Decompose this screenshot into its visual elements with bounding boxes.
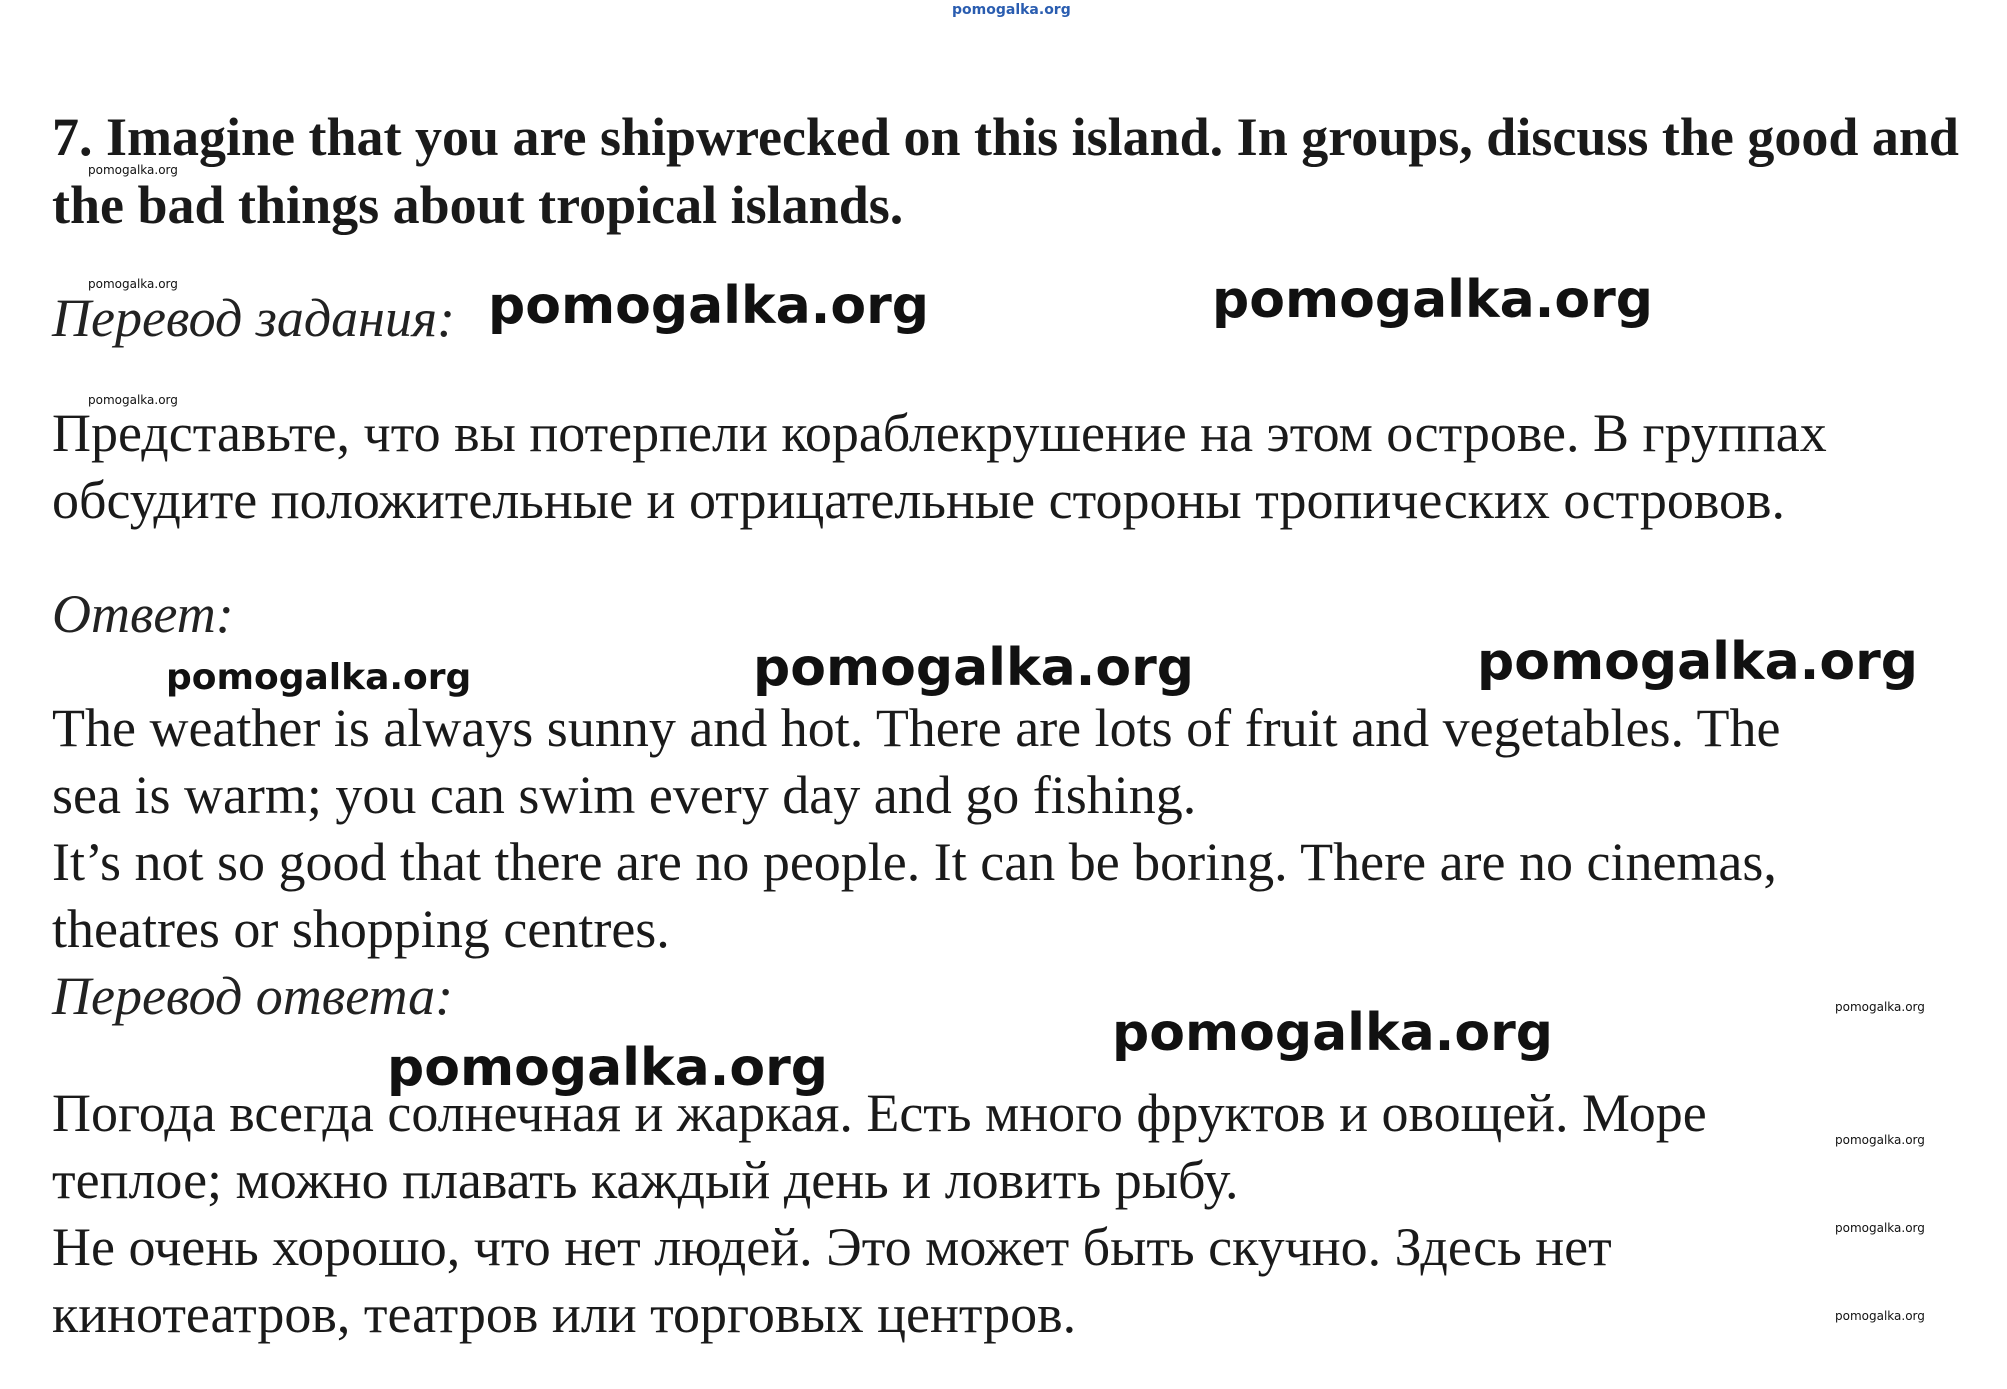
task-heading: 7. Imagine that you are shipwrecked on this island. In groups, discuss the good and the bad things about tropical islands. [52,107,1959,235]
watermark-small: pomogalka.org [88,277,178,291]
translation-answer-text [52,1080,2002,1348]
answer-line: The weather is always sunny and hot. There are lots of fruit and vegetables. The [52,698,1781,758]
translation-task-line: Представьте, что вы потерпели кораблекрушение на этом острове. В группах [52,403,1827,463]
answer-text [52,695,2002,963]
translation-answer-label: Перевод ответа: [52,966,454,1026]
watermark-large: pomogalka.org [1477,632,1919,692]
answer-line: sea is warm; you can swim every day and go fishing. [52,765,1197,825]
answer-line: It’s not so good that there are no people. It can be boring. There are no cinemas, [52,832,1777,892]
answer-label: Ответ: [52,584,234,644]
watermark-small: pomogalka.org [1835,1133,1925,1147]
watermark-small: pomogalka.org [88,393,178,407]
answer-line: theatres or shopping centres. [52,899,670,959]
watermark-large: pomogalka.org [488,276,930,336]
watermark-small: pomogalka.org [88,163,178,177]
translation-answer-line: кинотеатров, театров или торговых центров. [52,1284,1077,1344]
translation-answer-line: Не очень хорошо, что нет людей. Это может быть скучно. Здесь нет [52,1217,1612,1277]
translation-task-text [52,400,2002,534]
translation-task-line: обсудите положительные и отрицательные стороны тропических островов. [52,470,1786,530]
translation-answer-line: теплое; можно плавать каждый день и ловить рыбу. [52,1150,1239,1210]
watermark-medium: pomogalka.org [166,657,472,698]
watermark-small: pomogalka.org [1835,1309,1925,1323]
watermark-small: pomogalka.org [1835,1000,1925,1014]
translation-answer-line: Погода всегда солнечная и жаркая. Есть много фруктов и овощей. Море [52,1083,1707,1143]
translation-task-label: Перевод задания: [52,288,456,348]
watermark-large: pomogalka.org [1112,1003,1554,1063]
watermark-large: pomogalka.org [753,638,1195,698]
watermark-large: pomogalka.org [387,1038,829,1098]
watermark-top: pomogalka.org [952,2,1071,18]
watermark-small: pomogalka.org [1835,1221,1925,1235]
watermark-large: pomogalka.org [1212,270,1654,330]
